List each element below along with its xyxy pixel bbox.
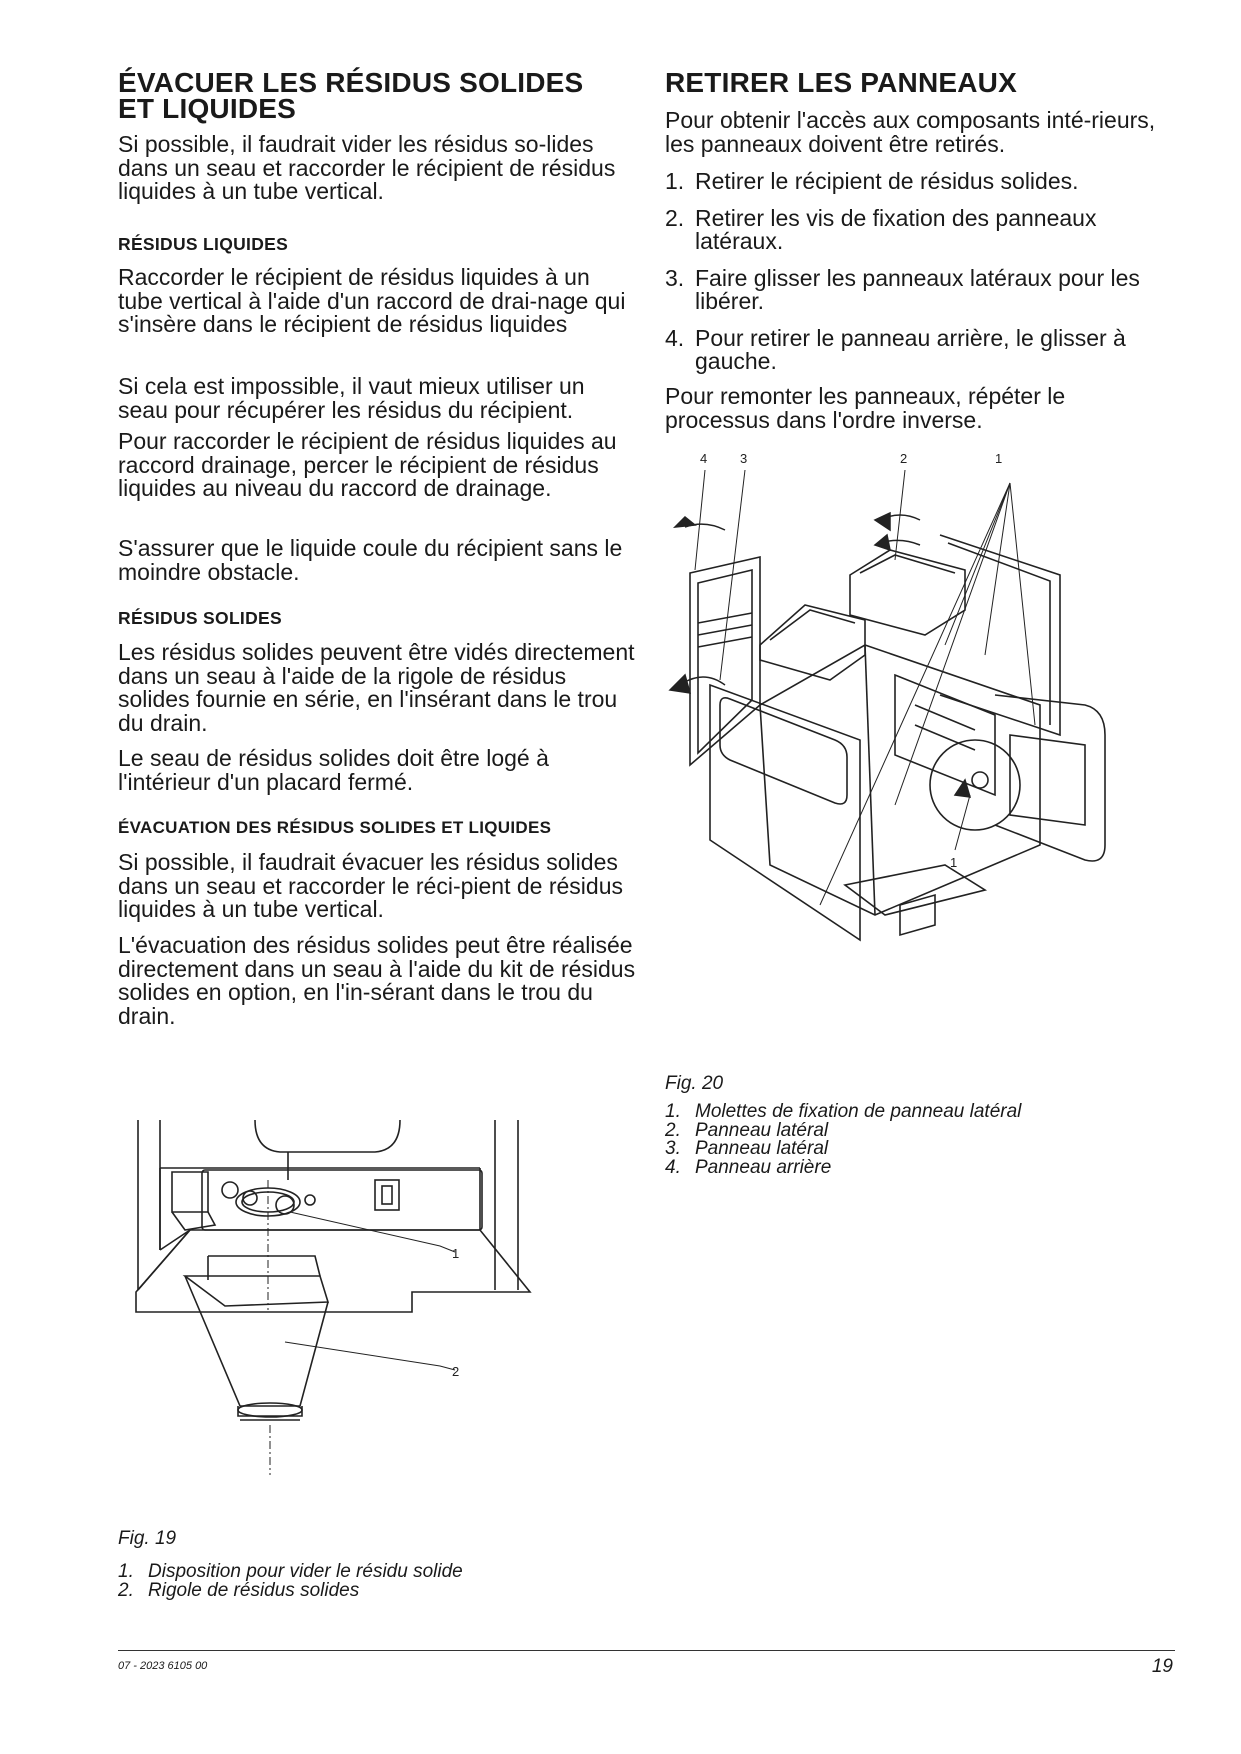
fig20-callout-2: 2 bbox=[900, 451, 908, 466]
fig20-callout-4: 4 bbox=[700, 451, 708, 466]
step-item: 2. Retirer les vis de fixation des panneaux latéraux. bbox=[665, 204, 1097, 254]
fig19-callout-2: 2 bbox=[452, 1364, 460, 1379]
fig20-legend-item: 3. Panneau latéral bbox=[665, 1138, 829, 1159]
fig19-drawing bbox=[130, 1080, 550, 1490]
fig20-drawing bbox=[665, 451, 1145, 975]
liquides-paragraph-1: Raccorder le récipient de résidus liquides à un tube vertical à l'aide d'un raccord de drai-nage qui s'insère dans le récipient de résidus liquides bbox=[118, 264, 626, 337]
heading-evacuation: ÉVACUATION DES RÉSIDUS SOLIDES ET LIQUIDES bbox=[118, 818, 552, 837]
fig20-callout-1-bottom: 1 bbox=[950, 855, 958, 870]
right-intro-paragraph: Pour obtenir l'accès aux composants inté-rieurs, les panneaux doivent être retirés. bbox=[665, 107, 1156, 157]
right-outro-paragraph: Pour remonter les panneaux, répéter le processus dans l'ordre inverse. bbox=[665, 383, 1066, 433]
fig20-legend-item: 1. Molettes de fixation de panneau latéral bbox=[665, 1101, 1022, 1122]
section-title-line1: ÉVACUER LES RÉSIDUS SOLIDES bbox=[118, 67, 584, 98]
heading-residus-liquides: RÉSIDUS LIQUIDES bbox=[118, 234, 289, 254]
fig20-callout-3: 3 bbox=[740, 451, 748, 466]
section-title-retirer: RETIRER LES PANNEAUX bbox=[665, 67, 1017, 98]
evac-paragraph-2: L'évacuation des résidus solides peut être réalisée directement dans un seau à l'aide du kit de résidus solides en option, en l'in-sérant dans le trou du drain. bbox=[118, 932, 636, 1029]
fig19-legend-item: 1. Disposition pour vider le résidu solide bbox=[118, 1561, 463, 1582]
footer-doc-code: 07 - 2023 6105 00 bbox=[118, 1660, 208, 1672]
solides-paragraph-1: Les résidus solides peuvent être vidés directement dans un seau à l'aide de la rigole de résidus solides fournie en série, en l'insérant dans le trou du drain. bbox=[118, 639, 635, 736]
steps-list bbox=[665, 170, 1175, 387]
liquides-paragraph-4: S'assurer que le liquide coule du récipient sans le moindre obstacle. bbox=[118, 535, 623, 585]
step-item: 3. Faire glisser les panneaux latéraux pour les libérer. bbox=[665, 264, 1140, 314]
section-title-line2: ET LIQUIDES bbox=[118, 93, 296, 124]
section-title-evacuer bbox=[118, 67, 584, 124]
fig20-legend bbox=[665, 1103, 1021, 1177]
heading-residus-solides: RÉSIDUS SOLIDES bbox=[118, 608, 282, 628]
fig19-legend bbox=[118, 1563, 463, 1600]
footer-rule bbox=[118, 1650, 1175, 1651]
fig19-label: Fig. 19 bbox=[118, 1528, 177, 1549]
intro-paragraph: Si possible, il faudrait vider les résidus so-lides dans un seau et raccorder le récipient de résidus liquides à un tube vertical. bbox=[118, 131, 616, 204]
step-item: 1. Retirer le récipient de résidus solides. bbox=[665, 168, 1079, 194]
evac-paragraph-1: Si possible, il faudrait évacuer les résidus solides dans un seau et raccorder le réci-pient de résidus liquides à un tube vertical. bbox=[118, 849, 624, 922]
fig20-legend-item: 4. Panneau arrière bbox=[665, 1156, 832, 1178]
solides-paragraph-2: Le seau de résidus solides doit être logé à l'intérieur d'un placard fermé. bbox=[118, 745, 549, 795]
fig20-label: Fig. 20 bbox=[665, 1073, 724, 1094]
liquides-paragraph-2: Si cela est impossible, il vaut mieux utiliser un seau pour récupérer les résidus du récipient. bbox=[118, 373, 585, 423]
fig20-callout-1-top: 1 bbox=[995, 451, 1003, 466]
fig19-legend-item: 2. Rigole de résidus solides bbox=[118, 1579, 360, 1601]
step-item: 4. Pour retirer le panneau arrière, le glisser à gauche. bbox=[665, 324, 1126, 374]
fig20-legend-item: 2. Panneau latéral bbox=[665, 1119, 829, 1141]
liquides-paragraph-3: Pour raccorder le récipient de résidus liquides au raccord drainage, percer le récipient de résidus liquides au niveau du raccord de drainage. bbox=[118, 428, 617, 501]
fig19-callout-1: 1 bbox=[452, 1246, 460, 1261]
footer-page-number: 19 bbox=[1151, 1656, 1173, 1677]
